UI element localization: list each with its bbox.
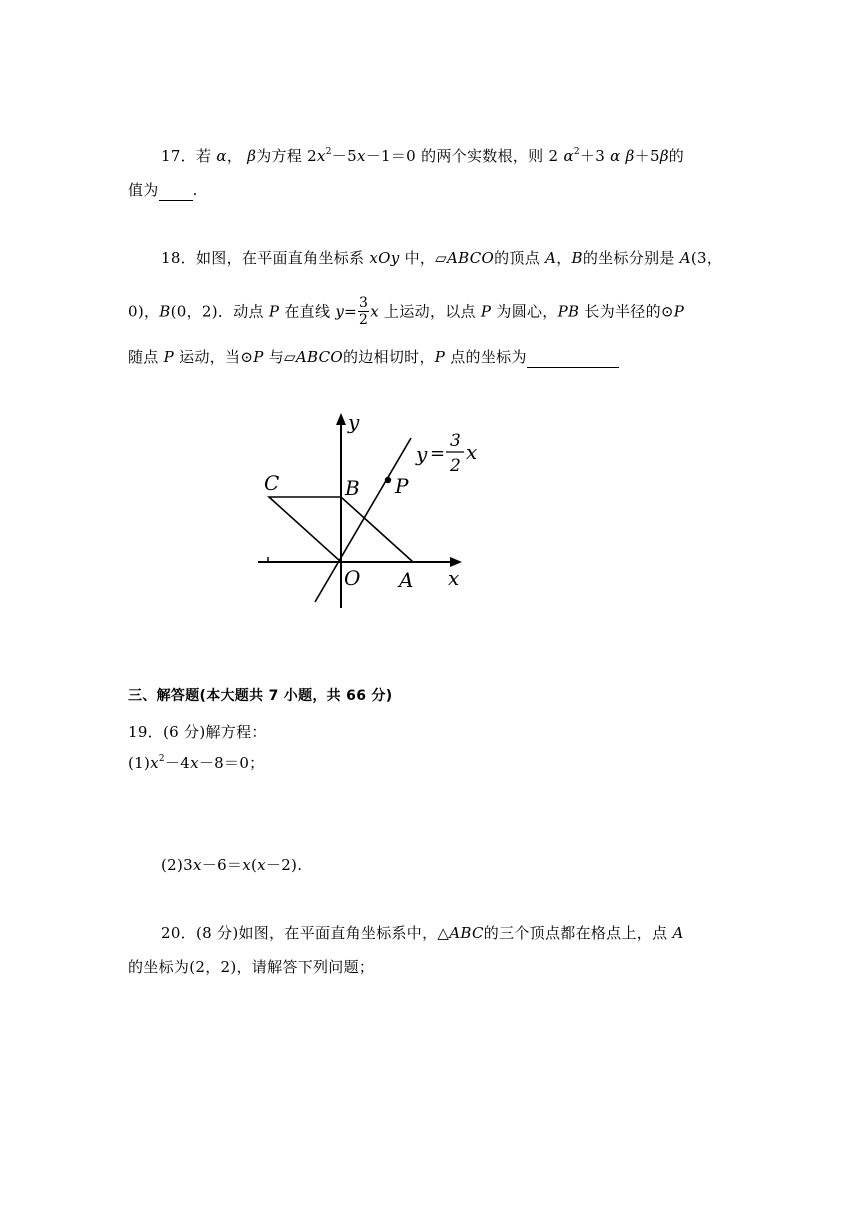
answer-blank <box>527 347 619 368</box>
label-p: P <box>395 474 409 498</box>
q17-line2: 值为 . <box>128 181 198 199</box>
label-c: C <box>264 471 280 495</box>
coordinate-figure <box>250 405 490 610</box>
label-a: A <box>399 568 414 592</box>
q20-line1: 20．(8 分)如图，在平面直角坐标系中，△ABC的三个顶点都在格点上，点 A <box>161 924 684 942</box>
q19-title: 19．(6 分)解方程： <box>128 723 267 741</box>
line-equation-y: y <box>416 442 428 466</box>
section-heading: 三、解答题(本大题共 7 小题，共 66 分) <box>128 688 393 704</box>
point-p <box>385 477 391 483</box>
q18-line3: 随点 P 运动，当⊙P 与▱ABCO的边相切时，P 点的坐标为 <box>128 347 619 368</box>
label-o: O <box>344 566 361 590</box>
q18-line1: 18．如图，在平面直角坐标系 xOy 中，▱ABCO的顶点 A，B的坐标分别是 A(3， <box>161 249 723 267</box>
y-axis-arrow <box>336 413 346 425</box>
y-axis-label: y <box>348 410 360 434</box>
q17-line1: 17．若 α， β为方程 $2x^2-5x-1=0$ 的两个实数根，则 2 $\alpha^2+3$ α β＋5β的 <box>161 147 685 165</box>
answer-blank <box>159 180 193 201</box>
q19-part1: $(1)x^2-4x-8=0$； <box>128 754 265 772</box>
line-equation-eq: = <box>430 443 446 464</box>
line-equation-num: 3 <box>450 431 461 451</box>
x-axis-label: x <box>448 566 460 590</box>
q18-line2: 0)，B(0，2)．动点 P 在直线 y= $\frac{3}{2}$ x 上运动，以点 P 为圆心，PB 长为半径的⊙P <box>128 295 685 328</box>
q19-part2: (2)3x－6＝x(x－2). <box>161 856 303 874</box>
fraction: $\frac{3}{2}$ <box>359 295 369 328</box>
line-equation-den: 2 <box>450 456 461 476</box>
line-y-equals-three-halves-x <box>315 438 414 602</box>
q20-line2: 的坐标为(2，2)，请解答下列问题； <box>128 958 375 976</box>
label-b: B <box>345 476 360 500</box>
line-equation-x: x <box>466 440 478 464</box>
